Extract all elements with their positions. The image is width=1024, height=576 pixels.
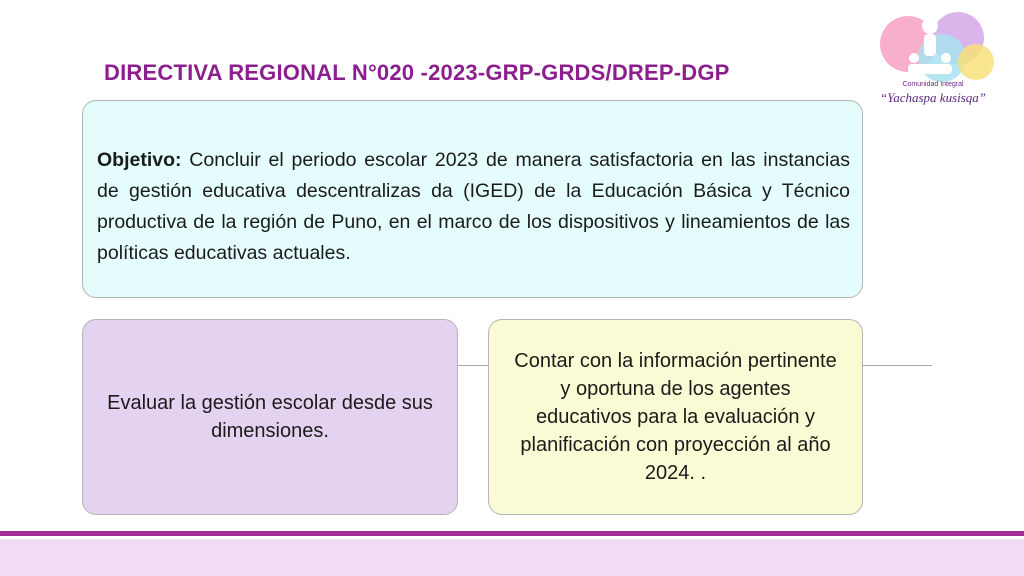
logo-subtitle: Comunidad Integral xyxy=(902,81,964,88)
evaluate-text: Evaluar la gestión escolar desde sus dimensiones. xyxy=(107,392,433,442)
connector-line-middle xyxy=(458,365,488,366)
yachaspa-kusisqa-logo xyxy=(846,4,1020,108)
logo-name: “Yachaspa kusisqa” xyxy=(879,90,987,105)
footer-band xyxy=(0,539,1024,576)
objective-label: Objetivo: xyxy=(97,149,182,171)
information-text: Contar con la información pertinente y oportuna de los agentes educativos para la evaluación y planificación con proyección al año 2024. . xyxy=(514,350,837,484)
slide-title: DIRECTIVA REGIONAL N°020 -2023-GRP-GRDS/DREP-DGP xyxy=(104,60,730,85)
connector-line-right xyxy=(863,365,932,366)
information-box xyxy=(488,319,863,515)
objective-box xyxy=(82,100,863,298)
evaluate-box xyxy=(82,319,458,515)
footer-band-line xyxy=(0,531,1024,536)
objective-text: Concluir el periodo escolar 2023 de manera satisfactoria en las instancias de gestión educativa descentralizas da (IGED) de la Educación Básica y Técnico productiva de la región de Puno, en el marco de los dispositivos y lineamientos de las políticas educativas actuales. xyxy=(97,149,850,264)
